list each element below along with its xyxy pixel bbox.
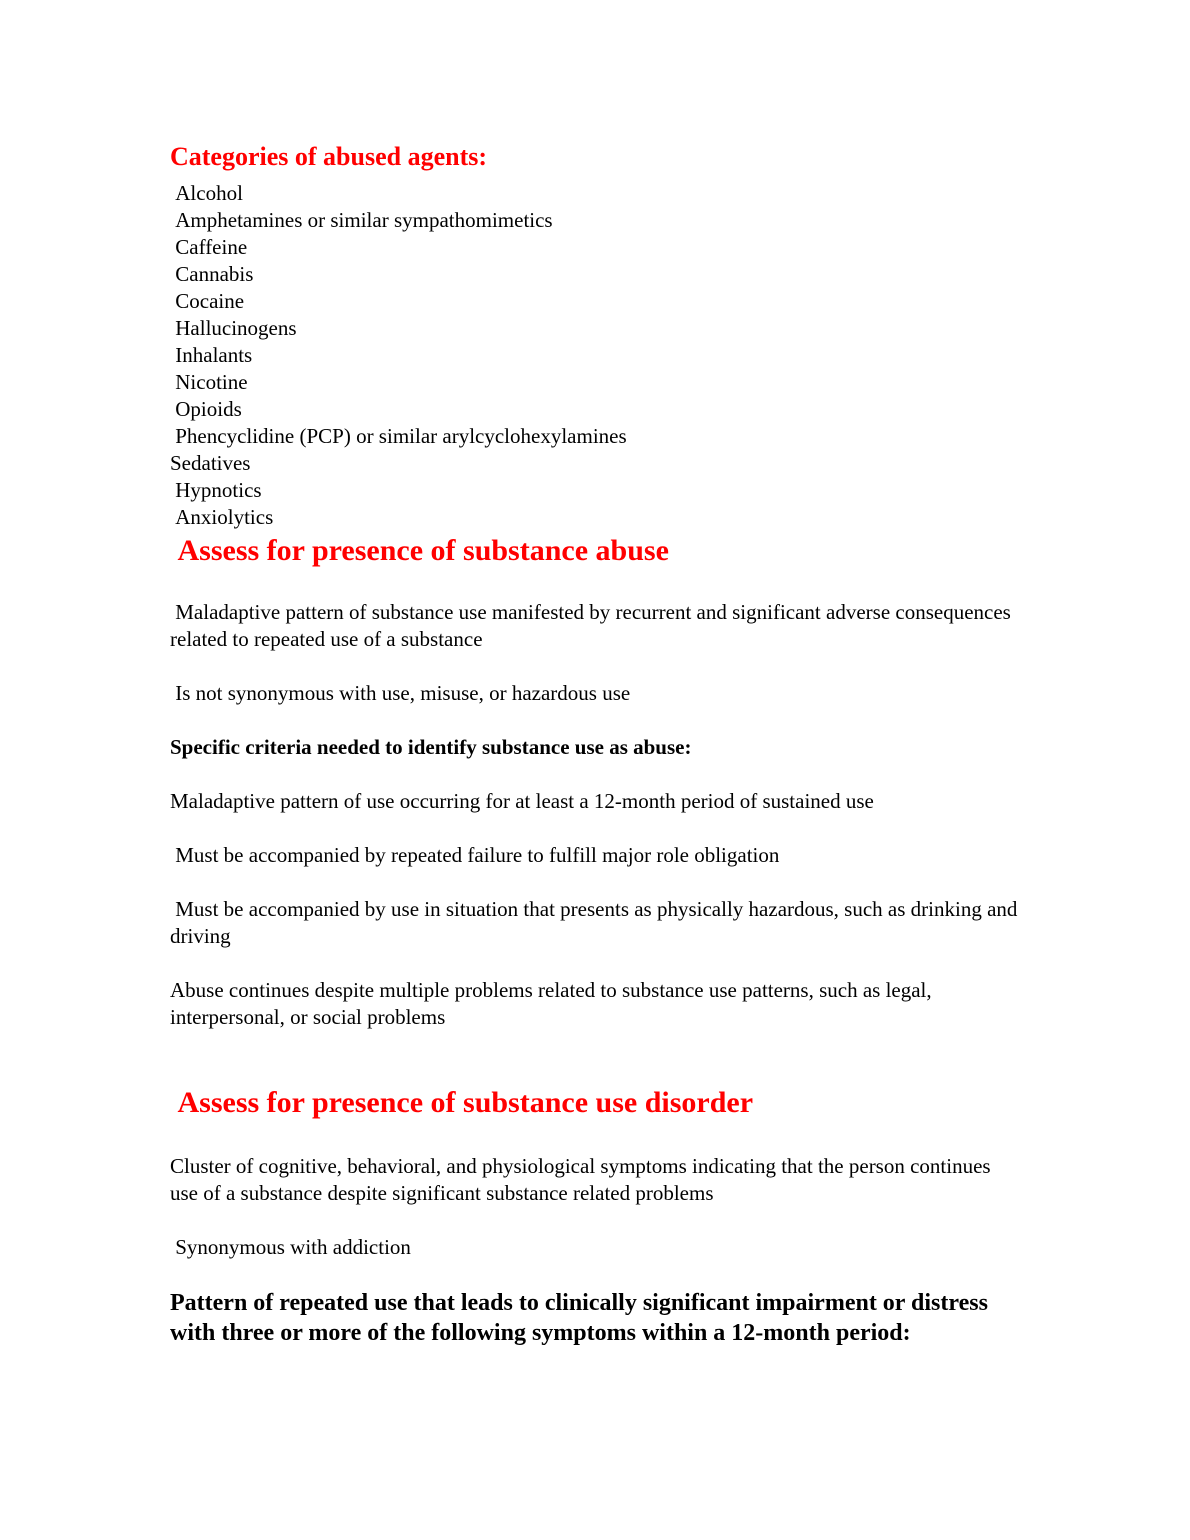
criteria-paragraph-12month: Maladaptive pattern of use occurring for at least a 12-month period of sustained use bbox=[170, 789, 874, 813]
abuse-not-synonymous-paragraph: Is not synonymous with use, misuse, or hazardous use bbox=[170, 681, 631, 705]
list-item-nicotine: Nicotine bbox=[170, 370, 248, 394]
specific-criteria-heading: Specific criteria needed to identify substance use as abuse: bbox=[170, 735, 692, 759]
disorder-definition-paragraph: Cluster of cognitive, behavioral, and physiological symptoms indicating that the person continues use of a substance despite significant substance related problems bbox=[170, 1154, 996, 1205]
pattern-of-repeated-use-heading: Pattern of repeated use that leads to clinically significant impairment or distress with three or more of the following symptoms within a 12-month period: bbox=[170, 1290, 994, 1346]
categories-heading: Categories of abused agents: bbox=[170, 142, 488, 171]
disorder-synonymous-paragraph: Synonymous with addiction bbox=[170, 1235, 411, 1259]
abuse-definition-paragraph: Maladaptive pattern of substance use manifested by recurrent and significant adverse consequences related to repeated use of a substance bbox=[170, 600, 1017, 651]
list-item-inhalants: Inhalants bbox=[170, 343, 253, 367]
list-item-opioids: Opioids bbox=[170, 397, 242, 421]
criteria-paragraph-hazardous: Must be accompanied by use in situation that presents as physically hazardous, such as drinking and driving bbox=[170, 897, 1023, 948]
substance-use-disorder-heading: Assess for presence of substance use disorder bbox=[170, 1086, 754, 1119]
list-item-caffeine: Caffeine bbox=[170, 235, 248, 259]
list-item-alcohol: Alcohol bbox=[170, 181, 243, 205]
list-item-cannabis: Cannabis bbox=[170, 262, 254, 286]
abused-agents-list bbox=[170, 180, 1022, 531]
list-item-cocaine: Cocaine bbox=[170, 289, 245, 313]
list-item-phencyclidine: Phencyclidine (PCP) or similar arylcyclohexylamines bbox=[170, 424, 627, 448]
list-item-amphetamines: Amphetamines or similar sympathomimetics bbox=[170, 208, 553, 232]
list-item-hallucinogens: Hallucinogens bbox=[170, 316, 297, 340]
list-item-sedatives: Sedatives bbox=[170, 451, 251, 475]
list-item-hypnotics: Hypnotics bbox=[170, 478, 262, 502]
criteria-paragraph-continued-problems: Abuse continues despite multiple problems related to substance use patterns, such as legal, interpersonal, or social problems bbox=[170, 978, 937, 1029]
list-item-anxiolytics: Anxiolytics bbox=[170, 505, 274, 529]
criteria-paragraph-role-obligation: Must be accompanied by repeated failure to fulfill major role obligation bbox=[170, 843, 780, 867]
substance-abuse-heading: Assess for presence of substance abuse bbox=[170, 534, 669, 567]
